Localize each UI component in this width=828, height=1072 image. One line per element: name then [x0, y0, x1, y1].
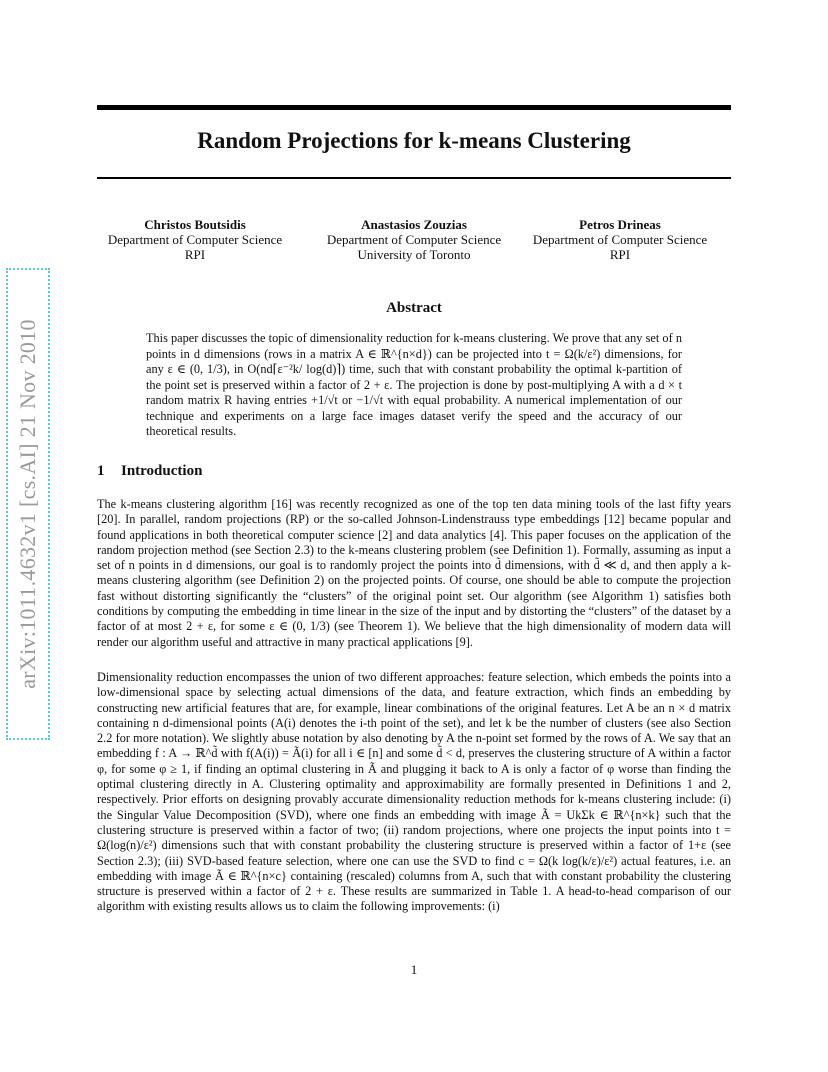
- section-number: 1: [97, 463, 105, 479]
- paper-title: Random Projections for k-means Clustering: [197, 128, 631, 153]
- section-title: Introduction: [121, 463, 203, 479]
- page-number: 1: [410, 962, 418, 977]
- top-rule: [97, 105, 731, 110]
- author-1: [95, 217, 295, 262]
- intro-paragraph-2: Dimensionality reduction encompasses the union of two different approaches: feature selection, which embeds the points into a low-dimensional space by selecting actual dimensions of the data, and feature extraction, which finds an embedding by constructing new artificial features that are, for example, linear combinations of the original features. Let A be an n × d matrix containing n d-dimensional points (A(i) denotes the i-th point of the set), and let k be the number of clusters (see also Section 2.2 for more notation). We slightly abuse notation by also denoting by A the n-point set formed by the rows of A. We say that an embedding f : A → ℝ^d̃ with f(A(i)) = Ã(i) for all i ∈ [n] and some d̃ < d, preserves the clustering structure of A within a factor φ, for some φ ≥ 1, if finding an optimal clustering in Ã and plugging it back to A is only a factor of φ worse than finding the optimal clustering directly in A. Clustering optimality and approximability are formally presented in Definitions 1 and 2, respectively. Prior efforts on designing provably accurate dimensionality reduction methods for k-means clustering include: (i) the Singular Value Decomposition (SVD), where one finds an embedding with image Ã = UkΣk ∈ ℝ^{n×k} such that the clustering structure is preserved within a factor of two; (ii) random projections, where one projects the input points into t = Ω(log(n)/ε²) dimensions such that with constant probability the clustering structure is preserved within a factor of 1+ε (see Section 2.3); (iii) SVD-based feature selection, where one can use the SVD to find c = Ω(k log(k/ε)/ε²) actual features, i.e. an embedding with image Ã ∈ ℝ^{n×c} containing (rescaled) columns from A, such that with constant probability the clustering structure is preserved within a factor of 2 + ε. These results are summarized in Table 1. A head-to-head comparison of our algorithm with existing results allows us to claim the following improvements: (i): [97, 670, 731, 914]
- author-inst: RPI: [184, 247, 206, 262]
- author-dept: Department of Computer Science: [326, 232, 502, 247]
- intro-paragraph-1: The k-means clustering algorithm [16] was recently recognized as one of the top ten data mining tools of the last fifty years [20]. In parallel, random projections (RP) or the so-called Johnson-Lindenstrauss type embeddings [12] became popular and found applications in both theoretical computer science [2] and data analytics [4]. This paper focuses on the application of the random projection method (see Section 2.3) to the k-means clustering problem (see Definition 1). Formally, assuming as input a set of n points in d dimensions, our goal is to randomly project the points into d̃ dimensions, with d̃ ≪ d, and then apply a k-means clustering algorithm (see Definition 2) on the projected points. Of course, one should be able to compute the projection fast without distorting significantly the “clusters” of the original point set. Our algorithm (see Algorithm 1) satisfies both conditions by computing the embedding in time linear in the size of the input and by distorting the “clusters” of the dataset by a factor of at most 2 + ε, for some ε ∈ (0, 1/3) (see Theorem 1). We believe that the high dimensionality of modern data will render our algorithm useful and attractive in many practical applications [9].: [97, 497, 731, 649]
- author-dept: Department of Computer Science: [532, 232, 708, 247]
- arxiv-stamp-link[interactable]: [6, 268, 50, 740]
- author-dept: Department of Computer Science: [107, 232, 283, 247]
- author-name: Christos Boutsidis: [144, 217, 246, 232]
- author-3: [520, 217, 720, 262]
- author-name: Anastasios Zouzias: [361, 217, 467, 232]
- abstract-heading: Abstract: [386, 300, 442, 316]
- author-inst: RPI: [609, 247, 631, 262]
- author-2: [314, 217, 514, 262]
- author-name: Petros Drineas: [579, 217, 661, 232]
- section-heading: [97, 463, 202, 480]
- abstract-text: This paper discusses the topic of dimensionality reduction for k-means clustering. We prove that any set of n points in d dimensions (rows in a matrix A ∈ ℝ^{n×d}) can be projected into t = Ω(k/ε²) dimensions, for any ε ∈ (0, 1/3), in O(nd⌈ε⁻²k/ log(d)⌉) time, such that with constant probability the optimal k-partition of the point set is preserved within a factor of 2 + ε. The projection is done by post-multiplying A with a d × t random matrix R having entries +1/√t or −1/√t with equal probability. A numerical implementation of our technique and experiments on a large face images dataset verify the speed and the accuracy of our theoretical results.: [146, 331, 682, 438]
- author-inst: University of Toronto: [357, 247, 471, 262]
- title-rule: [97, 177, 731, 179]
- arxiv-stamp-text: arXiv:1011.4632v1 [cs.AI] 21 Nov 2010: [15, 319, 40, 689]
